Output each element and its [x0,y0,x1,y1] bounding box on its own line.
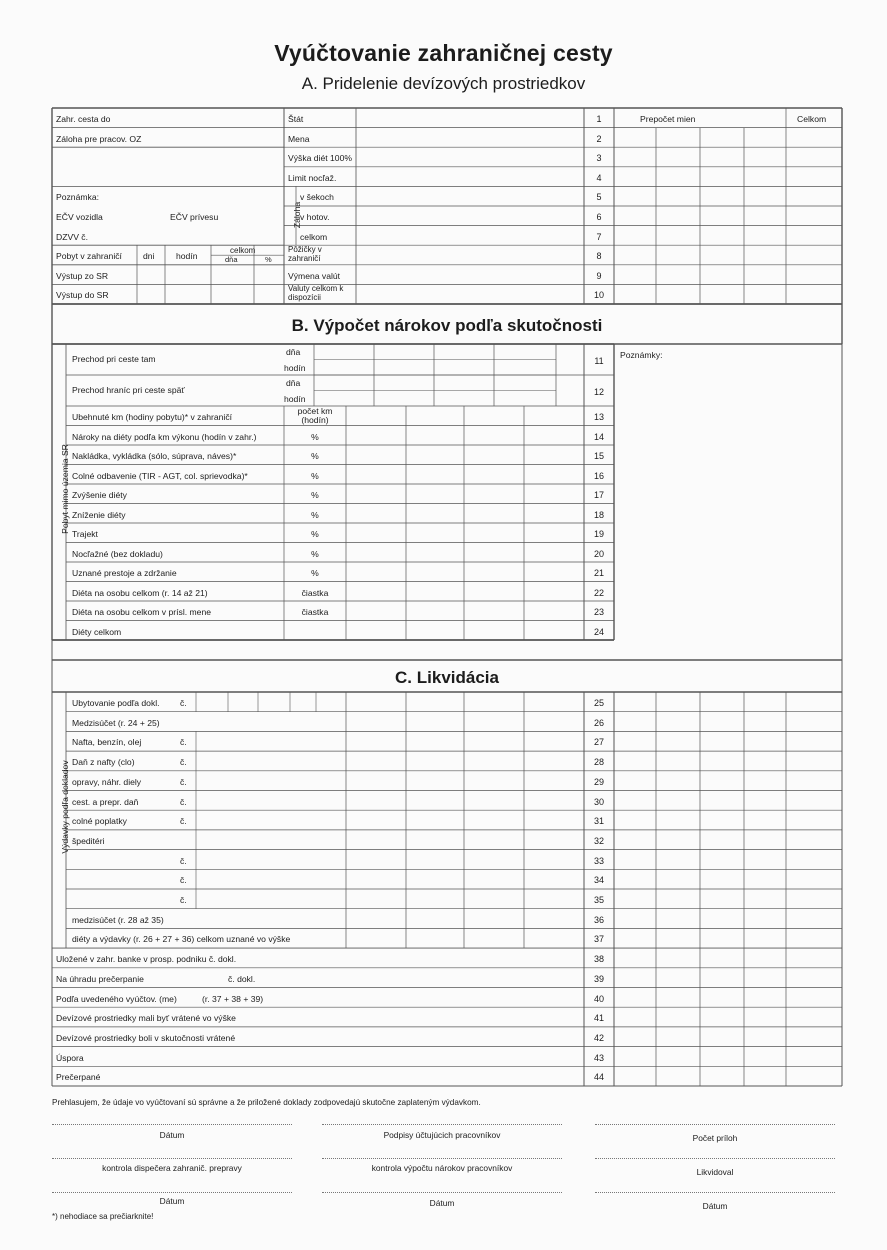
c-item-label-28: Daň z nafty (clo) [72,757,135,768]
mid-label-3: Limit nocľaž. [288,172,337,183]
row-number-26: 26 [593,717,604,728]
c-item-label-26: Medzisúčet (r. 24 + 25) [72,717,160,728]
c-item-doc-31: č. [180,816,187,827]
row-number-10: 10 [593,290,604,301]
row-number-13: 13 [593,412,604,422]
mid-label-4: v šekoch [300,192,334,203]
section-b-side-label: Pobyt mimo územia SR [60,444,70,534]
row-number-34: 34 [593,875,604,886]
c-item-doc-33: č. [180,855,187,866]
b-item-unit-19: % [311,529,319,539]
row-number-8: 8 [596,251,602,262]
row-number-16: 16 [593,470,604,481]
row-number-7: 7 [596,231,602,242]
row-number-27: 27 [593,737,604,748]
row-number-44: 44 [593,1072,604,1083]
c-item-doc-27: č. [180,737,187,748]
b-item-label-23: Diéta na osobu celkom v prísl. mene [72,607,211,617]
mid-label-7: Pôžičky v zahraničí [288,245,322,263]
mid-label-6: celkom [300,231,328,242]
dispatcher-check-label: kontrola dispečera zahranič. prepravy [102,1163,242,1173]
row-number-36: 36 [593,914,604,925]
c-item-doc-35: č. [180,895,187,905]
b-item-unit-14: % [311,431,319,442]
row-number-15: 15 [593,451,604,461]
row-number-1: 1 [596,114,602,124]
row-number-40: 40 [593,993,604,1004]
declaration-text: Prehlasujem, že údaje vo vyúčtovaní sú správne a že priložené doklady zodpovedajú skutočne zaplateným výdavkom. [52,1098,481,1107]
b-item-unit-22: čiastka [301,587,329,598]
row-number-35: 35 [593,895,604,905]
b-item-label-13: Ubehnuté km (hodiny pobytu)* v zahraničí [72,412,233,422]
row-number-3: 3 [596,153,602,164]
b-item-label-16: Colné odbavenie (TIR - AGT, col. sprievodka)* [72,470,248,481]
c-bottom-label-39: Na úhradu prečerpanie [56,973,144,984]
row-number-28: 28 [593,757,604,768]
b-item-unit-15: % [311,451,319,461]
b-item-unit-21: % [311,568,319,578]
zaloha-vertical-label: Záloha [292,201,302,229]
mid-label-9: Valuty celkom k dispozícii [288,284,344,302]
row-border-crossing-back: Prechod hraníc pri ceste späť [72,385,185,395]
b-item-label-24: Diéty celkom [72,626,122,637]
field-trailer-plate: EČV prívesu [170,212,219,222]
b-item-label-14: Nároky na diéty podľa km výkonu (hodín v zahr.) [72,431,257,442]
row-number-42: 42 [593,1032,604,1043]
c-item-label-36: medzisúčet (r. 28 až 35) [72,914,164,925]
c-item-doc-25: č. [180,698,187,708]
attachments-label: Počet príloh [692,1133,738,1143]
c-item-doc-29: č. [180,776,187,787]
c-item-label-30: cest. a prepr. daň [72,796,139,807]
c-item-doc-34: č. [180,875,187,886]
row-number-31: 31 [593,816,604,827]
label-hours: hodín [176,251,198,262]
row-number-4: 4 [596,172,602,183]
label-total: celkom [230,246,256,256]
c-bottom-label-42: Devízové prostriedky boli v skutočnosti vrátené [56,1032,236,1043]
row-border-crossing-out: Prechod pri ceste tam [72,354,156,364]
date-label-3: Dátum [429,1198,455,1208]
b-item-label-19: Trajekt [72,529,98,539]
field-advance-employee: Záloha pre pracov. OZ [56,133,142,144]
c-item-label-32: špeditéri [72,835,105,846]
b-item-label-15: Nakládka, vykládka (sólo, súprava, náves)* [72,451,237,461]
b-item-label-21: Uznané prestoje a zdržanie [72,568,177,578]
b-item-unit-13: počet km (hodín) [297,406,333,425]
row-number-39: 39 [593,973,604,984]
page-title: Vyúčtovanie zahraničnej cesty [274,40,613,66]
field-trip-destination: Zahr. cesta do [56,114,111,124]
row-number-30: 30 [593,796,604,807]
liquidated-by-label: Likvidoval [696,1167,734,1177]
label-days: dni [143,251,155,262]
row-number-23: 23 [593,607,604,617]
row-number-38: 38 [593,954,604,965]
row-number-41: 41 [593,1013,604,1024]
row-number-43: 43 [593,1052,604,1063]
label-exit-to-sr: Výstup do SR [56,290,109,301]
c-bottom-label-43: Úspora [56,1052,84,1063]
row-number-24: 24 [593,626,604,637]
label-exit-from-sr: Výstup zo SR [56,270,109,281]
c-item-label-27: Nafta, benzín, olej [72,737,142,748]
date-label-1: Dátum [159,1130,185,1140]
c-item-label-25: Ubytovanie podľa dokl. [72,698,160,708]
b-item-label-22: Diéta na osobu celkom (r. 14 až 21) [72,587,208,598]
c-bottom-label-41: Devízové prostriedky mali byť vrátené vo výške [56,1013,236,1024]
label-hours-1: hodín [284,393,306,404]
header-currency-conversion: Prepočet mien [640,114,696,124]
c-bottom-extra-40: (r. 37 + 38 + 39) [202,993,264,1004]
label-hours-0: hodín [284,362,306,373]
row-number-32: 32 [593,835,604,846]
row-number-6: 6 [596,212,602,222]
row-number-5: 5 [596,192,602,203]
mid-label-2: Výška diét 100% [288,153,353,164]
signatures-label: Podpisy účtujúcich pracovníkov [383,1130,501,1140]
section-c-side-label: Výdavky podľa dokladov [60,760,70,854]
label-stay-abroad: Pobyt v zahraničí [56,251,122,262]
row-number-12: 12 [593,387,604,397]
row-number-19: 19 [593,529,604,539]
field-vehicle-plate: EČV vozidla [56,212,103,222]
c-item-doc-28: č. [180,757,187,768]
label-day-0: dňa [286,347,301,357]
mid-label-1: Mena [288,133,310,144]
label-day-1: dňa [286,378,301,388]
notes-label: Poznámky: [620,350,663,360]
field-dzvv: DZVV č. [56,231,88,242]
b-item-unit-17: % [311,490,319,500]
claims-check-label: kontrola výpočtu nárokov pracovníkov [371,1163,513,1173]
c-bottom-label-38: Uložené v zahr. banke v prosp. podniku č. dokl. [56,954,237,965]
c-item-label-31: colné poplatky [72,816,127,827]
b-item-label-20: Nocľažné (bez dokladu) [72,548,163,559]
row-number-2: 2 [596,133,602,144]
row-number-14: 14 [593,431,604,442]
row-number-18: 18 [593,509,604,520]
section-c-title: C. Likvidácia [395,668,499,687]
b-item-unit-16: % [311,470,319,481]
c-bottom-extra-39: č. dokl. [228,973,256,984]
b-item-unit-18: % [311,509,319,520]
section-a-title: A. Pridelenie devízových prostriedkov [301,74,586,93]
row-number-33: 33 [593,855,604,866]
row-number-21: 21 [593,568,604,578]
b-item-label-17: Zvýšenie diéty [72,490,127,500]
field-note: Poznámka: [56,192,99,203]
row-number-20: 20 [593,548,604,559]
row-number-9: 9 [596,270,602,281]
c-bottom-label-40: Podľa uvedeného vyúčtov. (me) [56,993,177,1004]
mid-label-5: v hotov. [300,212,330,222]
b-item-label-18: Zníženie diéty [72,509,126,520]
mid-label-8: Výmena valút [288,270,341,281]
row-number-11: 11 [594,356,604,366]
date-label-2: Dátum [159,1196,185,1206]
footnote: *) nehodiace sa prečiarknite! [52,1212,154,1221]
row-number-22: 22 [593,587,604,598]
b-item-unit-20: % [311,548,319,559]
row-number-29: 29 [593,776,604,787]
row-number-17: 17 [593,490,604,500]
row-number-25: 25 [593,698,604,708]
label-percent-small: % [265,255,272,265]
c-item-doc-30: č. [180,796,187,807]
row-number-37: 37 [593,934,604,945]
c-item-label-37: diéty a výdavky (r. 26 + 27 + 36) celkom uznané vo výške [72,934,291,945]
c-bottom-label-44: Prečerpané [56,1072,101,1083]
date-label-4: Dátum [702,1201,728,1211]
mid-label-0: Štát [288,114,304,124]
section-b-title: B. Výpočet nárokov podľa skutočnosti [291,316,603,335]
c-item-label-29: opravy, náhr. diely [72,776,142,787]
header-total: Celkom [797,114,827,124]
label-day-small: dňa [225,255,238,265]
b-item-unit-23: čiastka [301,607,329,617]
